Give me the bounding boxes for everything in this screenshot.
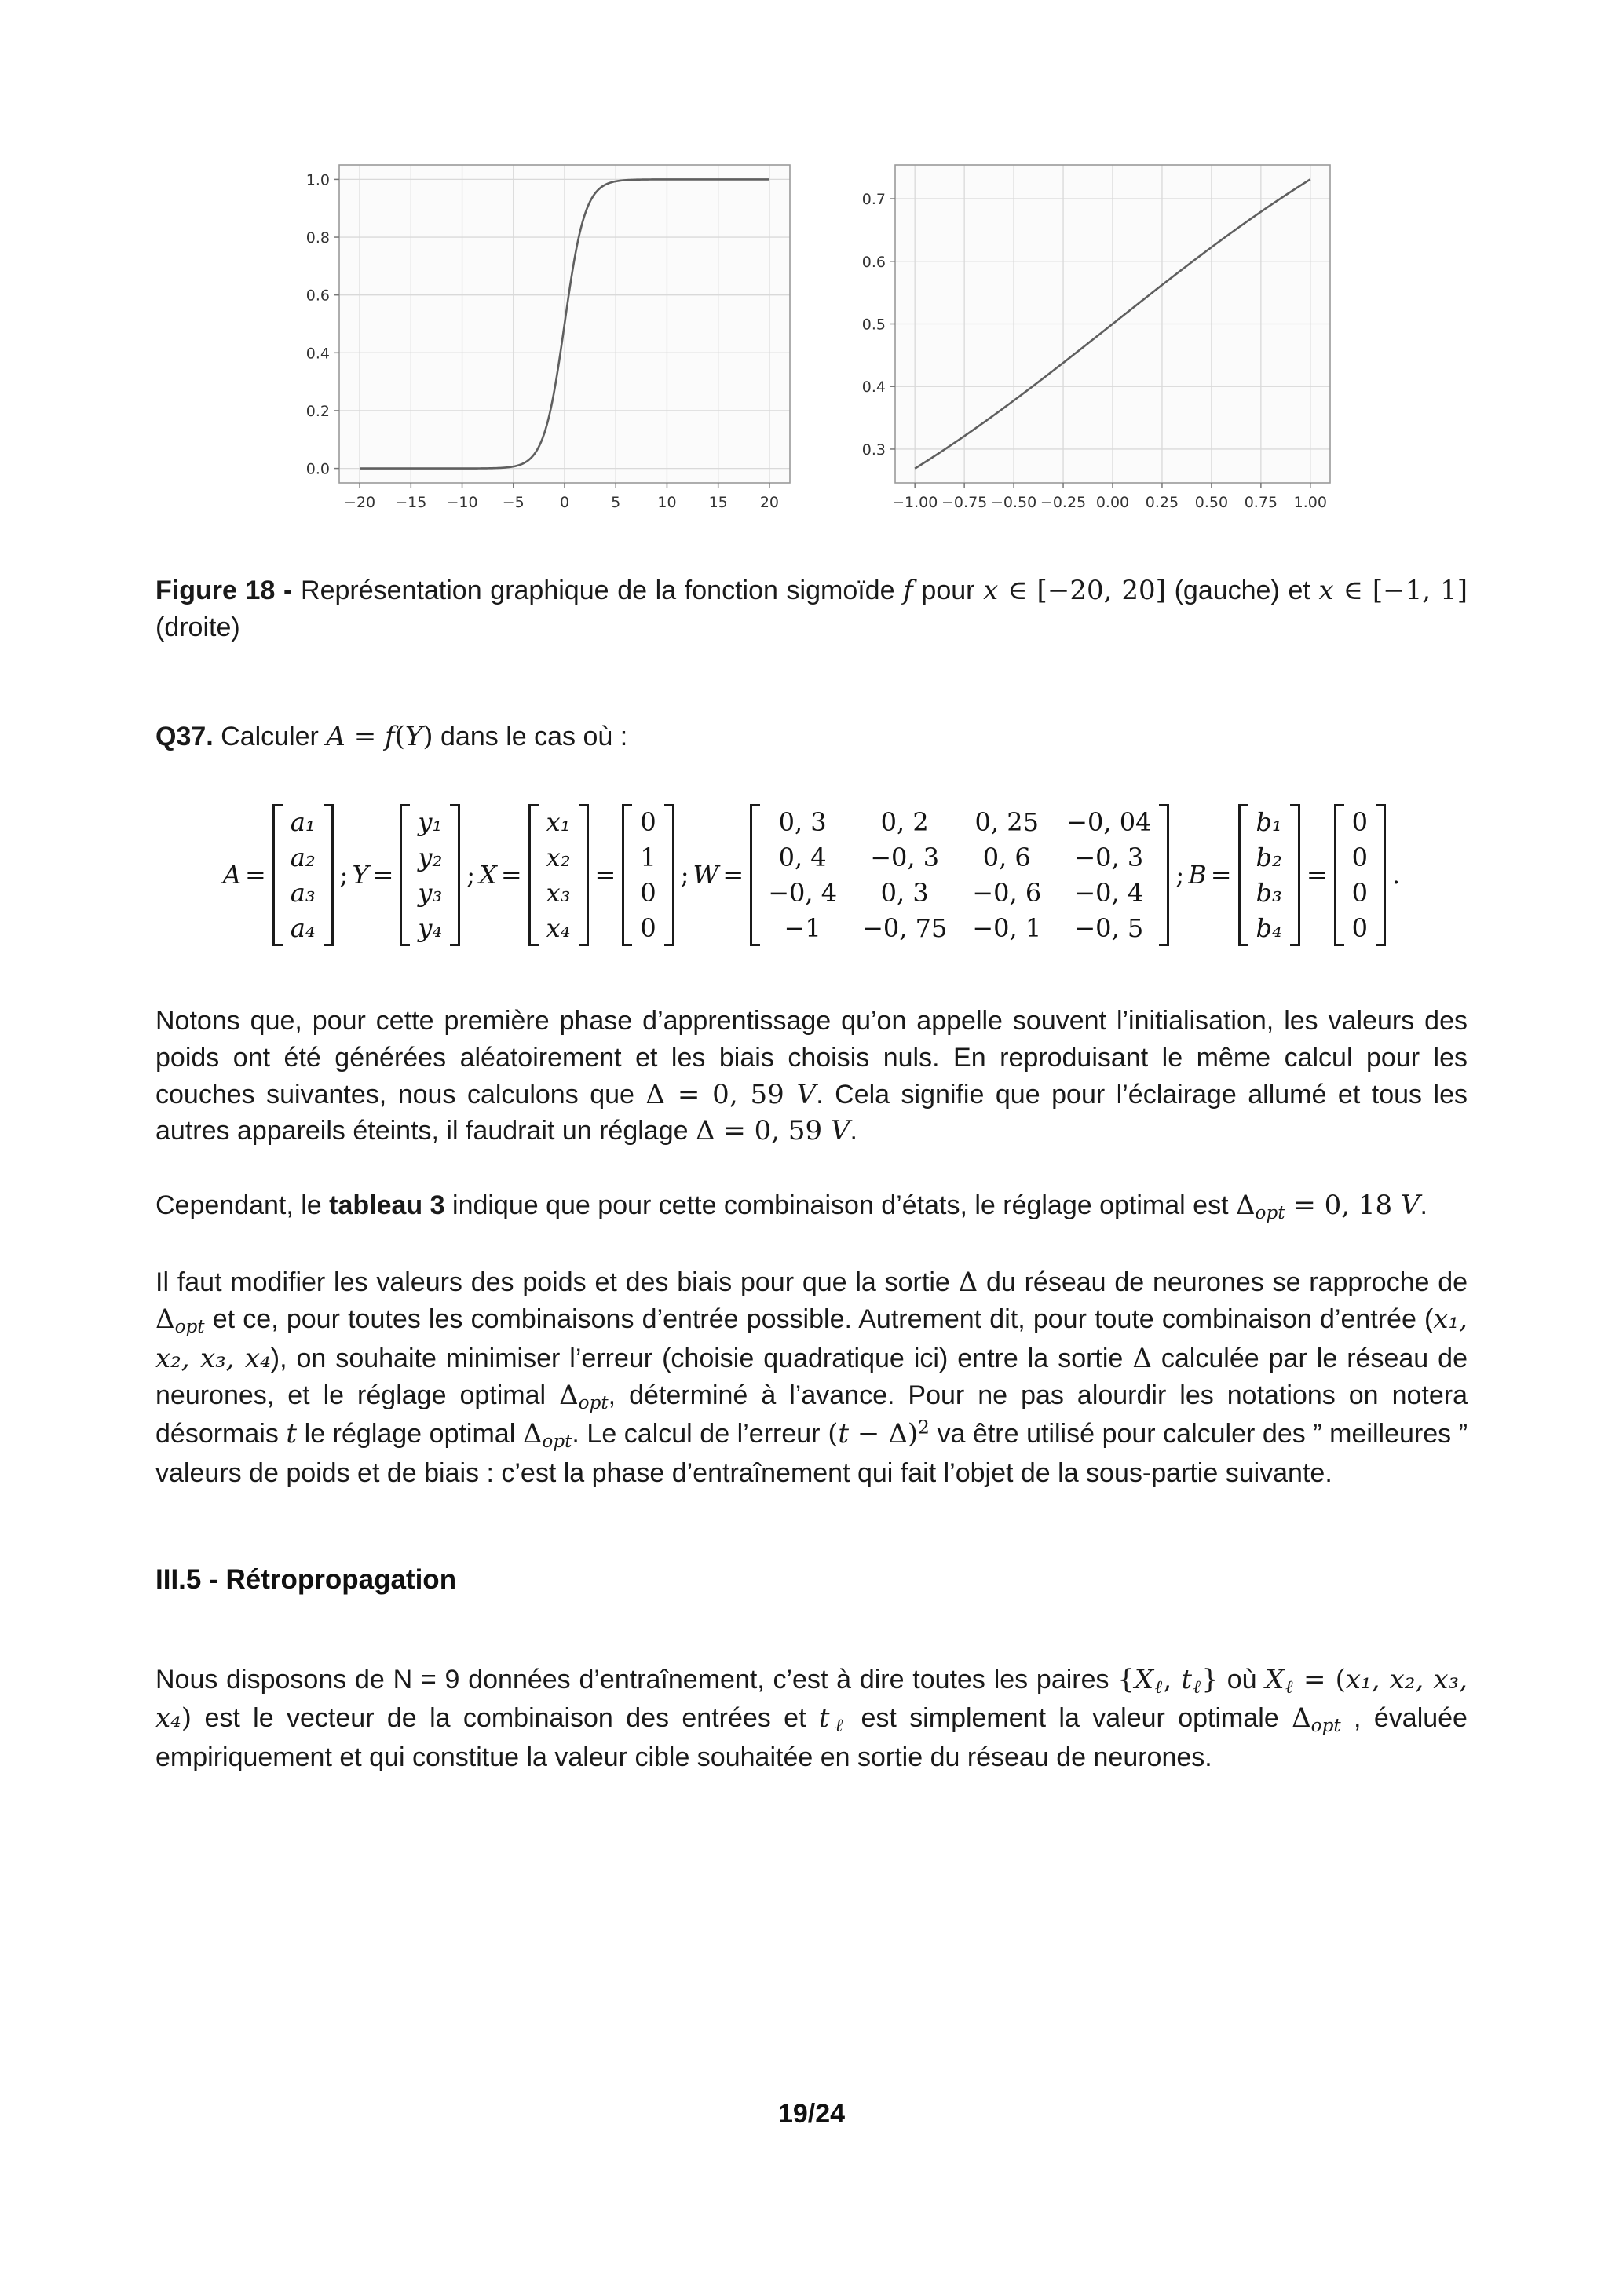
left-bracket xyxy=(528,804,539,946)
svg-text:0.50: 0.50 xyxy=(1194,494,1228,511)
equation-text: = xyxy=(1210,860,1232,890)
text-run: x xyxy=(983,575,999,606)
text-run: f xyxy=(903,575,913,606)
svg-text:1.0: 1.0 xyxy=(305,171,330,189)
svg-text:0.4: 0.4 xyxy=(305,345,330,363)
text-run: Nous disposons de N = 9 données d’entraînement, c’est à dire toutes les paires xyxy=(155,1664,1118,1695)
matrix-entry: −0, 75 xyxy=(862,912,948,943)
svg-text:0.25: 0.25 xyxy=(1145,494,1179,511)
equation-text: B xyxy=(1188,860,1207,890)
text-run: Δ = 0, 59 xyxy=(695,1115,831,1147)
equation-text: ; xyxy=(339,860,349,890)
left-bracket xyxy=(622,804,632,946)
text-run: − Δ) xyxy=(849,1418,919,1450)
text-run: Δ xyxy=(559,1379,579,1411)
text-run: t xyxy=(286,1418,298,1450)
svg-text:0.75: 0.75 xyxy=(1244,494,1278,511)
matrix-A xyxy=(272,804,334,946)
right-bracket xyxy=(1290,804,1300,946)
matrix-entry: b₂ xyxy=(1256,842,1282,872)
text-run: X xyxy=(1265,1663,1285,1695)
text-run: tableau 3 xyxy=(329,1190,445,1221)
matrix-Xvals xyxy=(622,804,674,946)
text-run: Q37. xyxy=(155,721,214,751)
text-run: opt xyxy=(174,1316,205,1337)
text-run: X xyxy=(1134,1663,1154,1695)
text-run: x xyxy=(1318,575,1334,606)
text-run: ( xyxy=(394,720,405,752)
text-run: Δ xyxy=(958,1267,978,1299)
svg-text:−15: −15 xyxy=(394,494,426,511)
text-run: . Le calcul de l’erreur xyxy=(572,1419,828,1450)
text-run: ℓ xyxy=(1284,1676,1294,1698)
svg-text:10: 10 xyxy=(656,494,677,511)
text-run: x₁, x₂, x₃, x₄ xyxy=(155,1303,1468,1374)
text-run: (gauche) et xyxy=(1165,576,1319,605)
text-run: est le vecteur de la combinaison des entrées et xyxy=(192,1703,819,1734)
matrix-entry: 0, 2 xyxy=(880,806,929,837)
text-run: , évaluée empiriquement et qui constitue la valeur cible souhaitée en sortie du réseau de neurones. xyxy=(155,1703,1468,1773)
matrix-entry: 0 xyxy=(1351,877,1368,908)
paragraph-donnees-entrainement xyxy=(155,1662,1468,1776)
text-run: Δ xyxy=(1235,1190,1256,1222)
question-q37 xyxy=(155,718,1468,755)
matrix-entry: 0 xyxy=(1351,842,1368,872)
equation-text: = xyxy=(722,860,744,890)
paragraph-tableau-3 xyxy=(155,1187,1468,1227)
matrix-entry: 0, 3 xyxy=(778,806,827,837)
matrix-entry: −0, 04 xyxy=(1066,806,1152,837)
paragraph-modifier-poids xyxy=(155,1264,1468,1492)
text-run: ∈ [−1, 1] xyxy=(1333,575,1468,606)
svg-text:0.8: 0.8 xyxy=(305,229,330,247)
text-run: } xyxy=(1201,1663,1219,1695)
right-bracket xyxy=(324,804,334,946)
equation-text: = xyxy=(372,860,394,890)
equation-text: A xyxy=(222,860,241,890)
svg-text:0.6: 0.6 xyxy=(861,253,886,271)
right-bracket xyxy=(1376,804,1386,946)
text-run: Il faut modifier les valeurs des poids et des biais pour que la sortie xyxy=(155,1267,959,1298)
text-run: Δ xyxy=(155,1303,175,1335)
svg-text:0.3: 0.3 xyxy=(861,441,886,459)
matrix-entry: 1 xyxy=(640,842,656,872)
matrix-entry: x₃ xyxy=(546,877,571,908)
svg-text:−0.75: −0.75 xyxy=(941,494,987,511)
section-heading-retropropagation: III.5 - Rétropropagation xyxy=(155,1563,457,1595)
matrix-entry: b₁ xyxy=(1256,806,1282,837)
matrix-Xvars xyxy=(528,804,589,946)
svg-text:0.4: 0.4 xyxy=(861,378,886,397)
equation-text: = xyxy=(500,860,522,890)
matrix-entry: −0, 6 xyxy=(972,877,1042,908)
text-run: le réglage optimal xyxy=(297,1419,523,1450)
figure-caption xyxy=(155,572,1468,646)
text-run: ) xyxy=(422,720,433,752)
matrix-entry: a₄ xyxy=(290,912,316,943)
equation-text: = xyxy=(594,860,616,890)
equation-text: . xyxy=(1392,860,1401,890)
right-bracket xyxy=(579,804,589,946)
matrix-entry: y₂ xyxy=(418,842,443,872)
text-run: ℓ xyxy=(1153,1676,1164,1698)
matrix-entry: 0, 4 xyxy=(778,842,827,872)
equation-text: = xyxy=(244,860,266,890)
equation-text: W xyxy=(693,860,719,890)
left-bracket xyxy=(750,804,760,946)
text-run: { xyxy=(1117,1663,1135,1695)
matrix-entry: a₁ xyxy=(290,806,316,837)
text-run: et ce, pour toutes les combinaisons d’entrée possible. Autrement dit, pour toute combinaison d’entrée ( xyxy=(204,1303,1434,1334)
svg-text:−10: −10 xyxy=(445,494,478,511)
matrix-entry: b₃ xyxy=(1256,877,1282,908)
matrix-entry: −0, 5 xyxy=(1074,912,1144,943)
text-run: Δ xyxy=(1292,1702,1311,1735)
matrix-entry: −0, 4 xyxy=(768,877,838,908)
equation-text: = xyxy=(1306,860,1328,890)
matrix-entry: x₁ xyxy=(546,806,571,837)
left-bracket xyxy=(272,804,283,946)
text-run: dans le cas où : xyxy=(433,721,628,751)
text-run: ( xyxy=(828,1418,839,1450)
svg-text:−20: −20 xyxy=(343,494,375,511)
equation-text: ; xyxy=(680,860,689,890)
text-run: Figure 18 - xyxy=(155,576,302,605)
text-run: ) xyxy=(181,1702,192,1735)
svg-text:0.00: 0.00 xyxy=(1095,494,1129,511)
matrix-entry: y₄ xyxy=(418,912,443,943)
text-run: , xyxy=(1163,1663,1182,1695)
equation-text: X xyxy=(479,860,497,890)
matrix-entry: y₃ xyxy=(418,877,443,908)
text-run: V xyxy=(796,1078,817,1110)
text-run: f xyxy=(385,720,395,752)
text-run: . xyxy=(1420,1190,1427,1221)
page-number: 19/24 xyxy=(777,2099,846,2129)
text-run: Cependant, le xyxy=(155,1190,330,1221)
text-run: pour xyxy=(912,576,984,605)
text-run: Δ = 0, 59 xyxy=(645,1078,797,1110)
sigmoid-chart-zoom-range xyxy=(839,155,1341,521)
text-run: ℓ xyxy=(829,1716,849,1737)
text-run: opt xyxy=(542,1431,572,1452)
matrix-entry: 0, 6 xyxy=(982,842,1031,872)
matrix-entry: 0 xyxy=(1351,912,1368,943)
svg-text:0: 0 xyxy=(559,494,569,511)
svg-text:−0.25: −0.25 xyxy=(1040,494,1086,511)
left-bracket xyxy=(1238,804,1248,946)
text-run: t xyxy=(1181,1663,1193,1695)
text-run: du réseau de neurones se rapproche de xyxy=(978,1267,1468,1298)
svg-text:0.2: 0.2 xyxy=(305,402,330,420)
text-run: V xyxy=(1400,1190,1420,1222)
svg-text:−1.00: −1.00 xyxy=(891,494,938,511)
text-run: Δ xyxy=(522,1418,543,1450)
matrix-W xyxy=(750,804,1169,946)
matrix-Y xyxy=(400,804,460,946)
right-bracket xyxy=(664,804,674,946)
svg-text:1.00: 1.00 xyxy=(1293,494,1327,511)
svg-text:0.6: 0.6 xyxy=(305,287,330,305)
matrix-entry: 0 xyxy=(640,912,656,943)
matrix-entry: 0, 3 xyxy=(880,877,929,908)
matrix-entry: 0, 25 xyxy=(974,806,1039,837)
text-run: Calculer xyxy=(213,721,327,751)
matrix-entry: −0, 3 xyxy=(1074,842,1144,872)
text-run: va être utilisé pour calculer des ” meilleures ” valeurs de poids et de biais : c’est la phase d’entraînement qui fait l’objet de la sous-partie suivante. xyxy=(155,1419,1468,1488)
text-run: V xyxy=(830,1115,850,1147)
equation-text: ; xyxy=(1175,860,1185,890)
matrix-entry: x₄ xyxy=(546,912,571,943)
matrix-entry: y₁ xyxy=(418,806,443,837)
matrix-entry: −0, 3 xyxy=(870,842,940,872)
text-run: où xyxy=(1218,1664,1266,1695)
matrix-entry: a₂ xyxy=(290,842,316,872)
text-run: Représentation graphique de la fonction sigmoïde xyxy=(301,576,904,605)
text-run: opt xyxy=(1310,1716,1341,1737)
matrix-entry: a₃ xyxy=(290,877,316,908)
text-run: = xyxy=(345,720,385,752)
text-run: indique que pour cette combinaison d’états, le réglage optimal est xyxy=(444,1190,1236,1221)
matrix-entry: −1 xyxy=(784,912,821,943)
svg-text:5: 5 xyxy=(610,494,620,511)
text-run: Δ xyxy=(1132,1342,1152,1374)
left-bracket xyxy=(1334,804,1344,946)
matrix-entry: b₄ xyxy=(1256,912,1282,943)
equation-text: ; xyxy=(466,860,476,890)
left-bracket xyxy=(400,804,410,946)
matrix-entry: −0, 1 xyxy=(972,912,1042,943)
svg-text:0.5: 0.5 xyxy=(861,316,886,334)
paragraph-initialisation xyxy=(155,1003,1468,1150)
text-run: est simplement la valeur optimale xyxy=(848,1703,1292,1734)
text-run: 2 xyxy=(918,1417,930,1439)
right-bracket xyxy=(450,804,460,946)
text-run: ∈ [−20, 20] xyxy=(998,575,1166,606)
matrix-Bvals xyxy=(1334,804,1386,946)
text-run: A xyxy=(326,720,345,752)
equation-text: Y xyxy=(352,860,369,890)
text-run: calculée par le réseau de neurones, et le réglage optimal xyxy=(155,1343,1468,1410)
svg-text:0.7: 0.7 xyxy=(861,191,886,209)
matrix-entry: −0, 4 xyxy=(1074,877,1144,908)
matrix-entry: 0 xyxy=(640,877,656,908)
svg-text:15: 15 xyxy=(708,494,728,511)
text-run: (droite) xyxy=(155,612,240,642)
svg-text:0.0: 0.0 xyxy=(305,460,330,478)
text-run: . xyxy=(850,1116,857,1146)
text-run: t xyxy=(838,1418,849,1450)
text-run: ℓ xyxy=(1192,1676,1202,1698)
figure-18 xyxy=(155,155,1468,521)
svg-text:−0.50: −0.50 xyxy=(990,494,1036,511)
text-run: = 0, 18 xyxy=(1285,1190,1401,1222)
matrix-equation xyxy=(155,804,1468,946)
right-bracket xyxy=(1159,804,1169,946)
text-run: x₁, x₂, x₃, x₄ xyxy=(155,1663,1468,1735)
text-run: . Cela signifie que pour l’éclairage allumé et tous les autres appareils éteints, il faudrait un réglage xyxy=(155,1079,1468,1146)
text-run: ), on souhaite minimiser l’erreur (choisie quadratique ici) entre la sortie xyxy=(270,1343,1133,1373)
matrix-Bvars xyxy=(1238,804,1300,946)
svg-text:20: 20 xyxy=(759,494,779,511)
matrix-entry: 0 xyxy=(1351,806,1368,837)
text-run: Y xyxy=(404,720,423,752)
text-run: opt xyxy=(1255,1203,1285,1224)
sigmoid-chart-wide-range xyxy=(283,155,801,521)
text-run: = ( xyxy=(1293,1663,1346,1695)
matrix-entry: 0 xyxy=(640,806,656,837)
text-run: t xyxy=(818,1702,830,1735)
text-run: opt xyxy=(578,1392,609,1413)
svg-text:−5: −5 xyxy=(502,494,525,511)
text-run: , déterminé à l’avance. Pour ne pas alourdir les notations on notera désormais xyxy=(155,1380,1468,1450)
text-run: Notons que, pour cette première phase d’apprentissage qu’on appelle souvent l’initialisation, les valeurs des poids ont été générées aléatoirement et les biais choisis nuls. En reproduisant le même calcul pour les couches suivantes, nous calculons que xyxy=(155,1005,1468,1110)
matrix-entry: x₂ xyxy=(546,842,571,872)
